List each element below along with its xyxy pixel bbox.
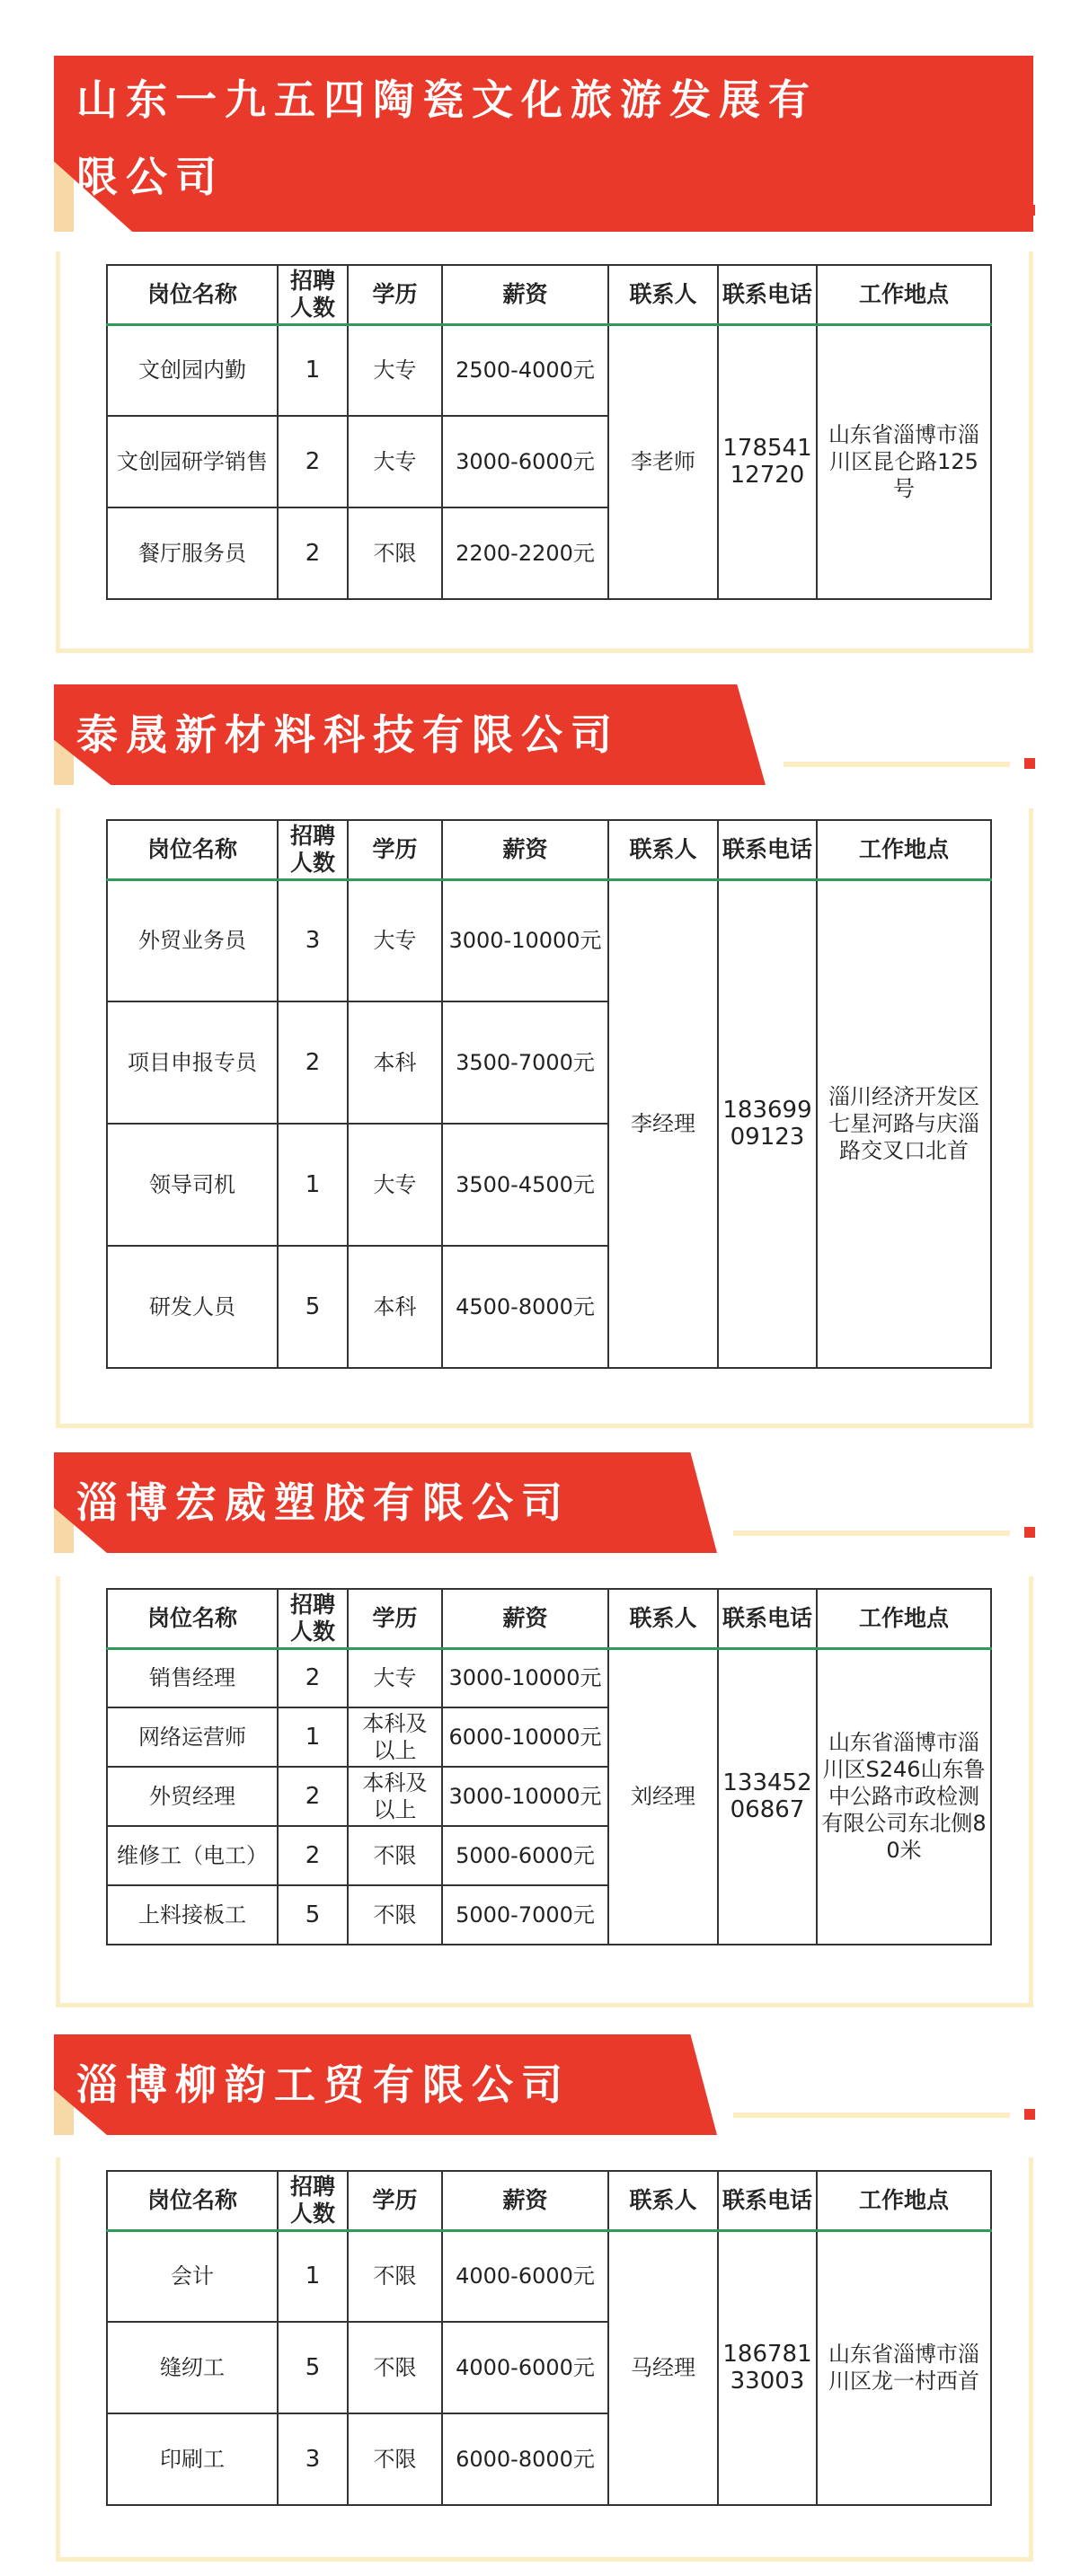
education-cell: 本科及以上 bbox=[348, 1707, 442, 1767]
header-contact: 联系人 bbox=[608, 265, 718, 324]
red-square-decoration bbox=[1024, 2109, 1035, 2120]
table-row bbox=[107, 879, 991, 1001]
education-cell: 本科 bbox=[348, 1001, 442, 1124]
contact-cell: 刘经理 bbox=[608, 1648, 718, 1945]
header-count: 招聘人数 bbox=[278, 1589, 348, 1648]
count-cell: 2 bbox=[278, 1767, 348, 1826]
header-salary: 薪资 bbox=[442, 820, 608, 879]
salary-cell: 3000-6000元 bbox=[442, 416, 608, 507]
count-cell: 2 bbox=[278, 507, 348, 599]
table-header-row bbox=[107, 2171, 991, 2230]
header-salary: 薪资 bbox=[442, 2171, 608, 2230]
header-contact: 联系人 bbox=[608, 1589, 718, 1648]
position-cell: 餐厅服务员 bbox=[107, 507, 278, 599]
count-cell: 3 bbox=[278, 879, 348, 1001]
education-cell: 大专 bbox=[348, 1648, 442, 1707]
phone-cell: 18369909123 bbox=[718, 879, 817, 1368]
position-cell: 缝纫工 bbox=[107, 2322, 278, 2413]
header-count: 招聘人数 bbox=[278, 820, 348, 879]
education-cell: 不限 bbox=[348, 1826, 442, 1885]
company-name-1-line2: 限公司 bbox=[76, 153, 225, 201]
position-cell: 销售经理 bbox=[107, 1648, 278, 1707]
table-row bbox=[107, 2230, 991, 2322]
header-contact: 联系人 bbox=[608, 2171, 718, 2230]
table-header-row bbox=[107, 265, 991, 324]
header-phone: 联系电话 bbox=[718, 1589, 817, 1648]
education-cell: 本科及以上 bbox=[348, 1767, 442, 1826]
education-cell: 不限 bbox=[348, 1885, 442, 1945]
header-count: 招聘人数 bbox=[278, 265, 348, 324]
phone-cell: 17854112720 bbox=[718, 324, 817, 599]
header-location: 工作地点 bbox=[817, 265, 991, 324]
divider-line bbox=[733, 1531, 1010, 1536]
header-education: 学历 bbox=[348, 1589, 442, 1648]
salary-cell: 3000-10000元 bbox=[442, 1767, 608, 1826]
salary-cell: 2200-2200元 bbox=[442, 507, 608, 599]
table-row bbox=[107, 324, 991, 416]
salary-cell: 5000-6000元 bbox=[442, 1826, 608, 1885]
company-name-2: 泰晟新材料科技有限公司 bbox=[76, 710, 620, 759]
salary-cell: 3500-4500元 bbox=[442, 1124, 608, 1246]
jobs-table-3 bbox=[106, 1588, 992, 1945]
position-cell: 项目申报专员 bbox=[107, 1001, 278, 1124]
count-cell: 2 bbox=[278, 416, 348, 507]
count-cell: 1 bbox=[278, 1707, 348, 1767]
header-position: 岗位名称 bbox=[107, 265, 278, 324]
education-cell: 不限 bbox=[348, 507, 442, 599]
education-cell: 大专 bbox=[348, 1124, 442, 1246]
count-cell: 5 bbox=[278, 1885, 348, 1945]
salary-cell: 3000-10000元 bbox=[442, 879, 608, 1001]
position-cell: 上料接板工 bbox=[107, 1885, 278, 1945]
location-cell: 淄川经济开发区七星河路与庆淄路交叉口北首 bbox=[817, 879, 991, 1368]
header-position: 岗位名称 bbox=[107, 1589, 278, 1648]
company-name-4: 淄博柳韵工贸有限公司 bbox=[76, 2060, 571, 2109]
position-cell: 外贸经理 bbox=[107, 1767, 278, 1826]
education-cell: 本科 bbox=[348, 1246, 442, 1368]
red-square-decoration bbox=[1024, 205, 1035, 216]
red-square-decoration bbox=[1024, 1527, 1035, 1538]
header-count: 招聘人数 bbox=[278, 2171, 348, 2230]
salary-cell: 3000-10000元 bbox=[442, 1648, 608, 1707]
header-contact: 联系人 bbox=[608, 820, 718, 879]
position-cell: 外贸业务员 bbox=[107, 879, 278, 1001]
header-education: 学历 bbox=[348, 820, 442, 879]
jobs-table-2 bbox=[106, 819, 992, 1369]
count-cell: 3 bbox=[278, 2413, 348, 2505]
table-row bbox=[107, 1648, 991, 1707]
header-location: 工作地点 bbox=[817, 1589, 991, 1648]
header-location: 工作地点 bbox=[817, 2171, 991, 2230]
position-cell: 文创园研学销售 bbox=[107, 416, 278, 507]
location-cell: 山东省淄博市淄川区龙一村西首 bbox=[817, 2230, 991, 2505]
count-cell: 2 bbox=[278, 1648, 348, 1707]
position-cell: 会计 bbox=[107, 2230, 278, 2322]
salary-cell: 3500-7000元 bbox=[442, 1001, 608, 1124]
jobs-table-4 bbox=[106, 2170, 992, 2506]
header-education: 学历 bbox=[348, 2171, 442, 2230]
header-salary: 薪资 bbox=[442, 265, 608, 324]
count-cell: 2 bbox=[278, 1826, 348, 1885]
count-cell: 5 bbox=[278, 1246, 348, 1368]
salary-cell: 5000-7000元 bbox=[442, 1885, 608, 1945]
contact-cell: 李经理 bbox=[608, 879, 718, 1368]
position-cell: 印刷工 bbox=[107, 2413, 278, 2505]
header-salary: 薪资 bbox=[442, 1589, 608, 1648]
education-cell: 不限 bbox=[348, 2230, 442, 2322]
red-square-decoration bbox=[1024, 758, 1035, 769]
count-cell: 5 bbox=[278, 2322, 348, 2413]
salary-cell: 2500-4000元 bbox=[442, 324, 608, 416]
count-cell: 1 bbox=[278, 324, 348, 416]
location-cell: 山东省淄博市淄川区S246山东鲁中公路市政检测有限公司东北侧80米 bbox=[817, 1648, 991, 1945]
position-cell: 维修工（电工） bbox=[107, 1826, 278, 1885]
position-cell: 文创园内勤 bbox=[107, 324, 278, 416]
position-cell: 网络运营师 bbox=[107, 1707, 278, 1767]
table-header-row bbox=[107, 820, 991, 879]
header-phone: 联系电话 bbox=[718, 2171, 817, 2230]
salary-cell: 4000-6000元 bbox=[442, 2322, 608, 2413]
table-header-row bbox=[107, 1589, 991, 1648]
company-name-3: 淄博宏威塑胶有限公司 bbox=[76, 1478, 571, 1527]
count-cell: 1 bbox=[278, 2230, 348, 2322]
count-cell: 1 bbox=[278, 1124, 348, 1246]
phone-cell: 18678133003 bbox=[718, 2230, 817, 2505]
education-cell: 不限 bbox=[348, 2322, 442, 2413]
location-cell: 山东省淄博市淄川区昆仑路125号 bbox=[817, 324, 991, 599]
contact-cell: 马经理 bbox=[608, 2230, 718, 2505]
header-education: 学历 bbox=[348, 265, 442, 324]
salary-cell: 6000-10000元 bbox=[442, 1707, 608, 1767]
education-cell: 不限 bbox=[348, 2413, 442, 2505]
count-cell: 2 bbox=[278, 1001, 348, 1124]
salary-cell: 4000-6000元 bbox=[442, 2230, 608, 2322]
education-cell: 大专 bbox=[348, 879, 442, 1001]
position-cell: 领导司机 bbox=[107, 1124, 278, 1246]
jobs-table-1 bbox=[106, 264, 992, 600]
header-position: 岗位名称 bbox=[107, 2171, 278, 2230]
divider-line bbox=[733, 2113, 1010, 2118]
header-phone: 联系电话 bbox=[718, 265, 817, 324]
salary-cell: 6000-8000元 bbox=[442, 2413, 608, 2505]
phone-cell: 13345206867 bbox=[718, 1648, 817, 1945]
divider-line bbox=[784, 762, 1010, 767]
header-location: 工作地点 bbox=[817, 820, 991, 879]
position-cell: 研发人员 bbox=[107, 1246, 278, 1368]
salary-cell: 4500-8000元 bbox=[442, 1246, 608, 1368]
contact-cell: 李老师 bbox=[608, 324, 718, 599]
company-name-1: 山东一九五四陶瓷文化旅游发展有 bbox=[76, 75, 818, 124]
education-cell: 大专 bbox=[348, 416, 442, 507]
header-phone: 联系电话 bbox=[718, 820, 817, 879]
header-position: 岗位名称 bbox=[107, 820, 278, 879]
education-cell: 大专 bbox=[348, 324, 442, 416]
